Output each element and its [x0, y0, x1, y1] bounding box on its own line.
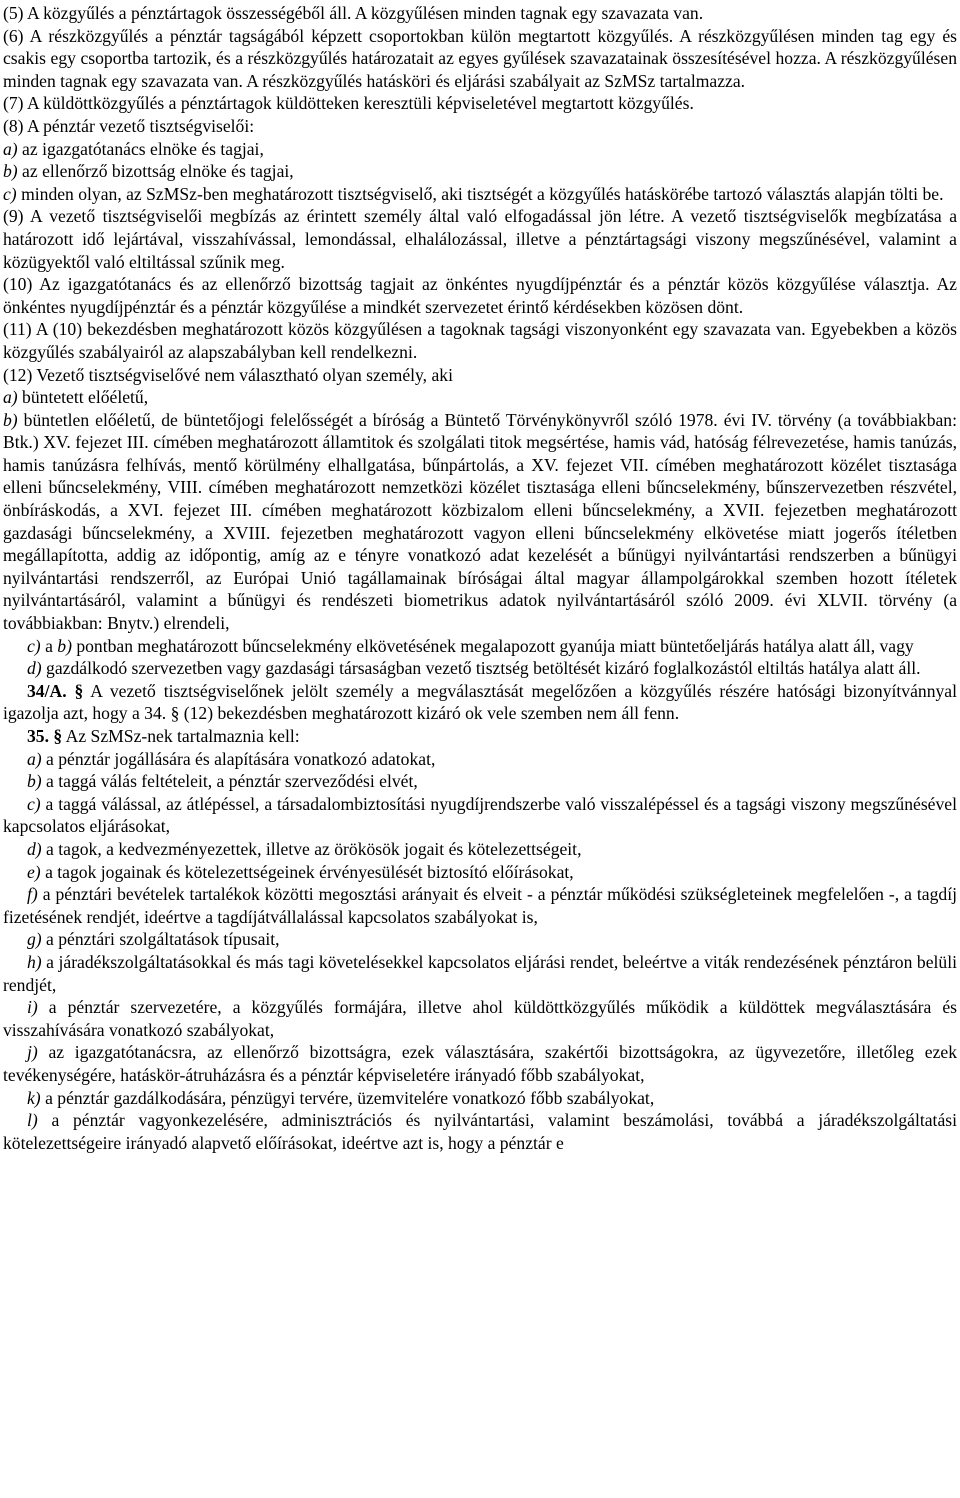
paragraph-p8c — [3, 183, 957, 206]
paragraph-text: (8) A pénztár vezető tisztségviselői: — [3, 115, 255, 136]
paragraph-p5 — [3, 2, 957, 25]
paragraph-text: az ellenőrző bizottság elnöke és tagjai, — [17, 161, 294, 182]
paragraph-s35b — [3, 770, 957, 793]
paragraph-text: a pénztár gazdálkodására, pénzügyi tervére, üzemvitelére vonatkozó főbb szabályokat, — [40, 1087, 655, 1108]
paragraph-text: a taggá válással, az átlépéssel, a társadalombiztosítási nyugdíjrendszerbe való visszalépéssel és a tagsági viszony megszűnésével kapcsolatos eljárásokat, — [3, 793, 957, 837]
paragraph-p8 — [3, 115, 957, 138]
paragraph-p12b — [3, 409, 957, 635]
section-number: 35. — [27, 726, 49, 746]
paragraph-text: gazdálkodó szervezetben vagy gazdasági társaságban vezető tisztség betöltését kizáró foglalkozástól eltiltás hatálya alatt áll. — [41, 658, 921, 679]
section-number: § — [74, 680, 84, 701]
paragraph-text: a pénztár jogállására és alapítására vonatkozó adatokat, — [41, 748, 436, 769]
paragraph-s35j — [3, 1041, 957, 1086]
paragraph-s35d — [3, 838, 957, 861]
paragraph-text: (10) Az igazgatótanács és az ellenőrző bizottság tagjait az önkéntes nyugdíjpénztár és a pénztár közös közgyűlése választja. Az önkéntes nyugdíjpénztár és a pénztár közgyűlése a mindkét szervezetet érintő kérdésekben közösen dönt. — [3, 274, 957, 317]
list-marker: a) — [27, 748, 42, 769]
paragraph-text: a pénztár szervezetére, a közgyűlés formájára, illetve ahol küldöttközgyűlés működik a küldöttek megválasztására és visszahívására vonatkozó szabályokat, — [3, 997, 957, 1040]
document-page — [3, 2, 957, 1154]
list-marker: a) — [3, 387, 18, 408]
paragraph-s35g — [3, 928, 957, 951]
list-marker: b) — [3, 409, 18, 430]
paragraph-text — [67, 681, 75, 701]
list-marker: b) — [3, 161, 18, 182]
paragraph-text: a járadékszolgáltatásokkal és más tagi követelésekkel kapcsolatos eljárási rendet, beleértve a viták rendezésének pénztáron belüli rendjét, — [3, 951, 957, 995]
paragraph-text: a pénztári szolgáltatások típusait, — [41, 929, 280, 950]
paragraph-text: a pénztári bevételek tartalékok közötti megosztási arányait és elveit - a pénztár működési szükségleteinek megfelelően -, a tagdíj fizetésének rendjét, ideértve a tagdíjátvállalással kapcsolatos szabályokat is, — [3, 884, 957, 927]
list-marker: h) — [27, 951, 42, 972]
paragraph-p8b — [3, 160, 957, 183]
paragraph-p12 — [3, 364, 957, 387]
paragraph-text: pontban meghatározott bűncselekmény elkövetésének megalapozott gyanúja miatt büntetőeljárás hatálya alatt áll, vagy — [71, 635, 914, 656]
paragraph-text: (9) A vezető tisztségviselői megbízás az érintett személy által való elfogadással jön létre. A vezető tisztségviselők megbízatása a határozott idő lejártával, visszahívással, lemondással, elhalálozással, illetve a pénztártagsági viszony megszűnésével, valamint a közügyektől való eltiltással szűnik meg. — [3, 206, 957, 272]
paragraph-p12d — [3, 657, 957, 680]
section-number: 34/A. — [27, 680, 67, 701]
paragraph-s35h — [3, 951, 957, 996]
paragraph-p10 — [3, 273, 957, 318]
paragraph-s35a — [3, 748, 957, 771]
paragraph-p11 — [3, 318, 957, 363]
paragraph-text: (11) A (10) bekezdésben meghatározott közös közgyűlésen a tagoknak tagsági viszonyonként egy szavazata van. Egyebekben a közös közgyűlés szabályairól az alapszabályban kell rendelkezni. — [3, 319, 957, 362]
list-marker: b) — [27, 771, 42, 792]
list-marker: d) — [27, 838, 42, 859]
list-marker: c) — [27, 793, 41, 814]
list-marker: d) — [27, 658, 42, 679]
paragraph-p12c — [3, 635, 957, 658]
paragraph-s35k — [3, 1087, 957, 1110]
list-marker: a) — [3, 138, 18, 159]
paragraph-s35c — [3, 793, 957, 838]
list-marker: f) — [27, 884, 38, 905]
paragraph-s35e — [3, 861, 957, 884]
list-marker: i) — [27, 997, 38, 1018]
paragraph-text: a pénztár vagyonkezelésére, adminisztrációs és nyilvántartási, valamint beszámolási, továbbá a járadékszolgáltatási kötelezettségeire irányadó alapvető előírásokat, ideértve azt is, hogy a pénztár e — [3, 1110, 957, 1153]
paragraph-text: (7) A küldöttközgyűlés a pénztártagok küldötteken keresztüli képviseletével megtartott közgyűlés. — [3, 93, 694, 114]
list-marker: g) — [27, 929, 42, 950]
paragraph-text: az igazgatótanácsra, az ellenőrző bizottságra, ezek választására, szakértői bizottságokra, az ügyvezetőre, illetőleg ezek tevékenységére, hatáskör-átruházásra és a pénztár képviseletére irányadó főbb szabályokat, — [3, 1042, 957, 1085]
paragraph-text: a — [40, 635, 58, 656]
list-marker: c) — [27, 635, 41, 656]
paragraph-text: A vezető tisztségviselőnek jelölt személy a megválasztását megelőzően a közgyűlés részére hatósági bizonyítvánnyal igazolja azt, hogy a 34. § (12) bekezdésben meghatározott kizáró ok vele szemben nem áll fenn. — [3, 680, 957, 724]
paragraph-s35l — [3, 1109, 957, 1154]
paragraph-text: büntetett előéletű, — [17, 387, 149, 408]
paragraph-text: Az SzMSz-nek tartalmaznia kell: — [62, 726, 300, 746]
paragraph-text: (12) Vezető tisztségviselővé nem választható olyan személy, aki — [3, 364, 453, 385]
list-marker: e) — [27, 861, 41, 882]
paragraph-text: a taggá válás feltételeit, a pénztár szerveződési elvét, — [41, 771, 418, 792]
list-marker: c) — [3, 183, 17, 204]
paragraph-s35f — [3, 883, 957, 928]
paragraph-text: (5) A közgyűlés a pénztártagok összességéből áll. A közgyűlésen minden tagnak egy szavazata van. — [3, 3, 704, 23]
paragraph-text: az igazgatótanács elnöke és tagjai, — [17, 138, 264, 159]
paragraph-text: a tagok, a kedvezményezettek, illetve az örökösök jogait és kötelezettségeit, — [41, 838, 582, 859]
paragraph-p12a — [3, 386, 957, 409]
section-number: § — [53, 726, 63, 746]
list-marker: k) — [27, 1087, 41, 1108]
paragraph-s35 — [3, 725, 957, 748]
paragraph-p9 — [3, 205, 957, 273]
paragraph-text: büntetlen előéletű, de büntetőjogi felelősségét a bíróság a Büntető Törvénykönyvről szóló 1978. évi IV. törvény (a továbbiakban: Btk.) XV. fejezet III. címében meghatározott államtitok és szolgálati titok megsértése, hamis vád, hatóság félrevezetése, hamis tanúzás, hamis tanúzásra felhívás, mentő körülmény elhallgatása, bűnpártolás, a XV. fejezet VII. címében meghatározott közélet tisztasága elleni bűncselekmény, VIII. címében meghatározott nemzetközi közélet tisztasága elleni bűncselekmény, bűnszervezetben részvétel, önbíráskodás, a XVI. fejezet III. címében meghatározott közbizalom elleni bűncselekmény, a XVII. fejezetben meghatározott gazdasági bűncselekmény, a XVIII. fejezetben meghatározott vagyon elleni bűncselekmény elkövetése miatt jogerős ítéletben megállapította, addig az időpontig, amíg az e tényre vonatkozó adat kezelését a bűnügyi nyilvántartási rendszerben a bűnügyi nyilvántartási rendszerről, az Európai Unió tagállamainak bíróságai által magyar állampolgárokkal szemben hozott ítéletek nyilvántartásáról, valamint a bűnügyi és rendészeti biometrikus adatok nyilvántartásáról szóló 2009. évi XLVII. törvény (a továbbiakban: Bnytv.) elrendeli, — [3, 409, 957, 634]
paragraph-text: a tagok jogainak és kötelezettségeinek érvényesülését biztosító előírásokat, — [40, 861, 574, 882]
paragraph-p6 — [3, 25, 957, 93]
list-marker: j) — [27, 1042, 38, 1063]
paragraph-text: minden olyan, az SzMSz-ben meghatározott tisztségviselő, aki tisztségét a közgyűlés hatáskörébe tartozó választás alapján tölti be. — [16, 183, 944, 204]
paragraph-text: (6) A részközgyűlés a pénztár tagságából képzett csoportokban külön megtartott közgyűlés. A részközgyűlésen minden tag egy és csakis egy csoportba tartozik, és a részközgyűlés határozatait az egyes gyűlések szavazatainak összesítésével hozza. A részközgyűlésen minden tagnak egy szavazata van. A részközgyűlés hatásköri és eljárási szabályait az SzMSz tartalmazza. — [3, 25, 957, 91]
paragraph-s34a — [3, 680, 957, 725]
paragraph-p7 — [3, 92, 957, 115]
paragraph-p8a — [3, 138, 957, 161]
list-marker: b) — [57, 635, 72, 656]
list-marker: l) — [27, 1110, 38, 1131]
paragraph-s35i — [3, 996, 957, 1041]
